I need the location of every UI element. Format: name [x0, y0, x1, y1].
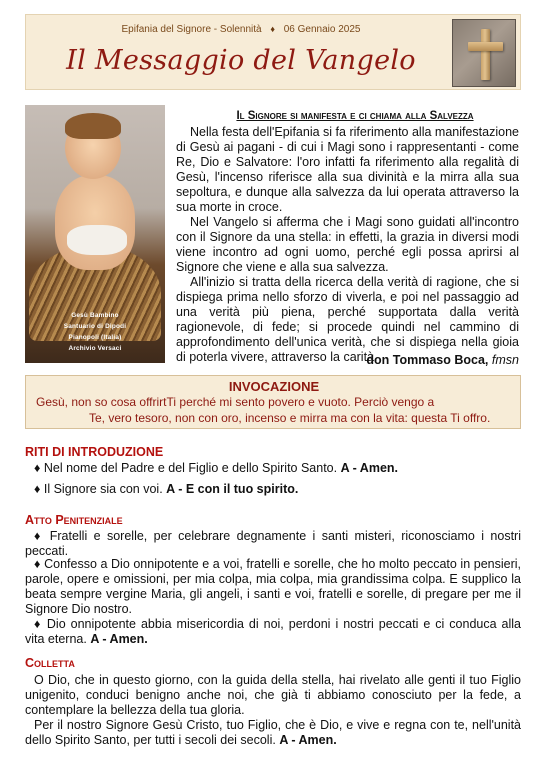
article-title: Il Signore si manifesta e ci chiama alla Salvezza	[236, 110, 474, 122]
photo-caption: Gesù Bambino Santuario di Dipodi Pianopoli (Italia) Archivio Versaci	[63, 312, 127, 352]
date-text: 06 Gennaio 2025	[283, 24, 361, 35]
author-signature: don Tommaso Boca, fmsn	[366, 353, 519, 367]
atto-paragraph: ♦ Dio onnipotente abbia misericordia di noi, perdoni i nostri peccati e ci conduca alla vita eterna. A - Amen.	[25, 617, 521, 646]
colletta-paragraph: Per il nostro Signore Gesù Cristo, tuo Figlio, che è Dio, e vive e regna con te, nell'unità dello Spirito Santo, per tutti i secoli dei secoli. A - Amen.	[25, 718, 521, 747]
header-banner	[25, 14, 521, 90]
invocation-box	[25, 375, 521, 429]
invocation-line: Gesù, non so cosa offrirtTi perché mi sento povero e vuoto. Perciò vengo a	[36, 395, 435, 409]
invocation-line: Te, vero tesoro, non con oro, incenso e mirra ma con la vita: questa Ti offro.	[89, 411, 491, 425]
atto-paragraph: ♦ Fratelli e sorelle, per celebrare degnamente i santi misteri, riconosciamo i nostri peccati.	[25, 529, 521, 558]
atto-heading: Atto Penitenziale	[25, 513, 123, 527]
invocation-title: INVOCAZIONE	[228, 379, 320, 394]
riti-line: ♦ Nel nome del Padre e del Figlio e dello Spirito Santo. A - Amen.	[34, 461, 399, 475]
atto-paragraph: ♦ Confesso a Dio onnipotente e a voi, fratelli e sorelle, che ho molto peccato in pensieri, parole, opere e omissioni, per mia colpa, mia colpa, mia grandissima colpa. E supplico la beata sempre vergine Maria, gli angeli, i santi e voi, fratelli e sorelle, di pregare per me il Signore Dio nostro.	[25, 557, 521, 616]
colletta-paragraph: O Dio, che in questo giorno, con la guida della stella, hai rivelato alle genti il tuo Figlio unigenito, conduci benigno anche noi, che già ti abbiamo conosciuto per la fede, a contemplare la bellezza della tua gloria.	[25, 673, 521, 717]
cross-icon	[452, 19, 516, 87]
diamond-icon: ♦	[34, 529, 44, 543]
diamond-icon: ♦	[34, 482, 41, 496]
diamond-icon: ♦	[270, 24, 275, 34]
article-paragraph: All'inizio si tratta della ricerca della verità di ragione, che si dispiega prima nello sforzo di viverla, e poi nel passaggio ad una verità più piena, perché supportata dalla verità ragionevole, di fede; si procede quindi nel cammino di approfondimento dell'unica verità, che si dispiega nella gioia di poterla vivere, attraverso la carità.	[176, 275, 519, 364]
article-paragraph: Nel Vangelo si afferma che i Magi sono guidati all'incontro con il Signore da una stella: in effetti, la grazia in diversi modi viene incontro ad ogni uomo, perché egli possa aprirsi al Signore che viene e alla sua salvezza.	[176, 215, 519, 274]
diamond-icon: ♦	[34, 461, 41, 475]
baby-jesus-photo	[25, 105, 165, 363]
riti-line: ♦ Il Signore sia con voi. A - E con il tuo spirito.	[34, 482, 299, 496]
article-body	[176, 125, 519, 365]
riti-heading: RITI DI INTRODUZIONE	[25, 445, 164, 459]
header-subtitle	[26, 24, 456, 35]
diamond-icon: ♦	[34, 617, 42, 631]
colletta-heading: Colletta	[25, 656, 75, 670]
article-paragraph: Nella festa dell'Epifania si fa riferimento alla manifestazione di Gesù ai pagani - di cui i Magi sono i rappresentanti - come Re, Dio e Salvatore: l'oro infatti fa riferimento alla regalità di Gesù, l'incenso riferisce alla sua divinità e la mirra alla sua sepoltura, e dunque alla salvezza da lui operata attraverso la sua morte in croce.	[176, 125, 519, 214]
page-title: Il Messaggio del Vangelo	[66, 45, 416, 76]
diamond-icon: ♦	[34, 557, 41, 571]
occasion-text: Epifania del Signore - Solennità	[121, 24, 262, 35]
